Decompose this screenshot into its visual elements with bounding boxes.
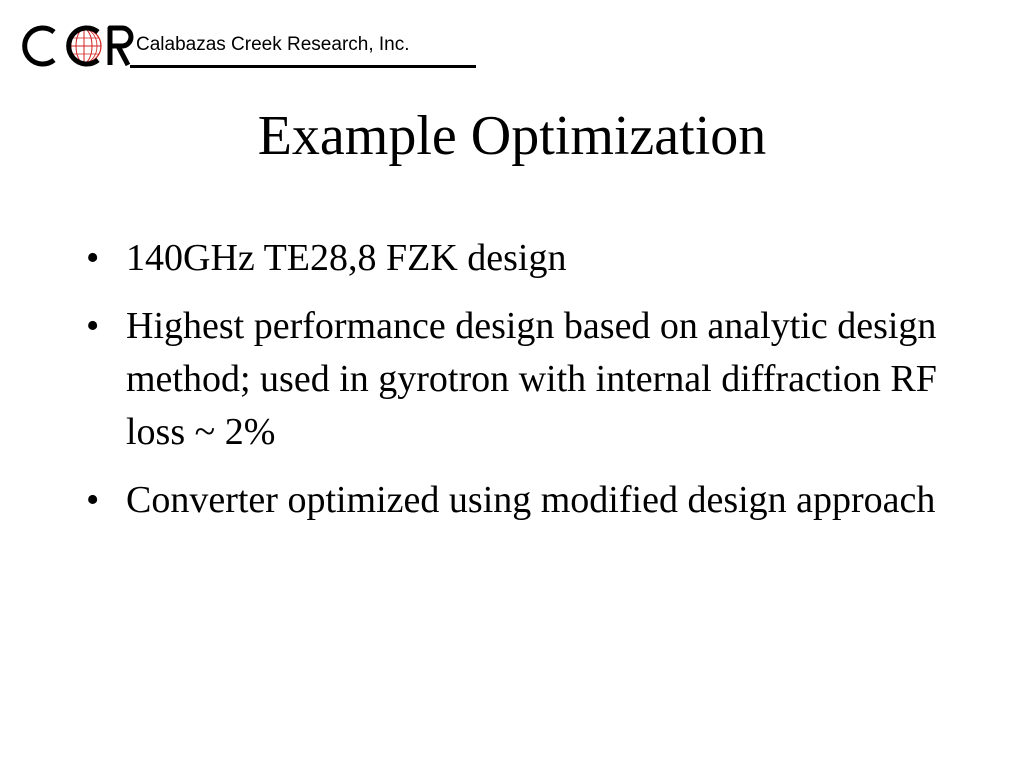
ccr-logo-mark: [18, 20, 138, 72]
bullet-item: [86, 232, 946, 285]
bullet-text: Converter optimized using modified design approach: [126, 479, 936, 521]
bullet-item: [86, 300, 946, 459]
logo-underline: [130, 65, 476, 68]
bullet-item: [86, 474, 946, 527]
slide-title: Example Optimization: [257, 105, 767, 167]
company-logo: [18, 20, 478, 72]
bullet-marker: •: [86, 305, 100, 347]
bullet-marker: •: [86, 479, 100, 521]
bullet-marker: •: [86, 237, 100, 279]
bullet-text: 140GHz TE28,8 FZK design: [126, 237, 567, 279]
company-name: Calabazas Creek Research, Inc.: [136, 34, 410, 55]
bullet-text: Highest performance design based on analytic design method; used in gyrotron with internal diffraction RF loss ~ 2%: [126, 305, 937, 453]
bullet-list: [86, 232, 946, 542]
